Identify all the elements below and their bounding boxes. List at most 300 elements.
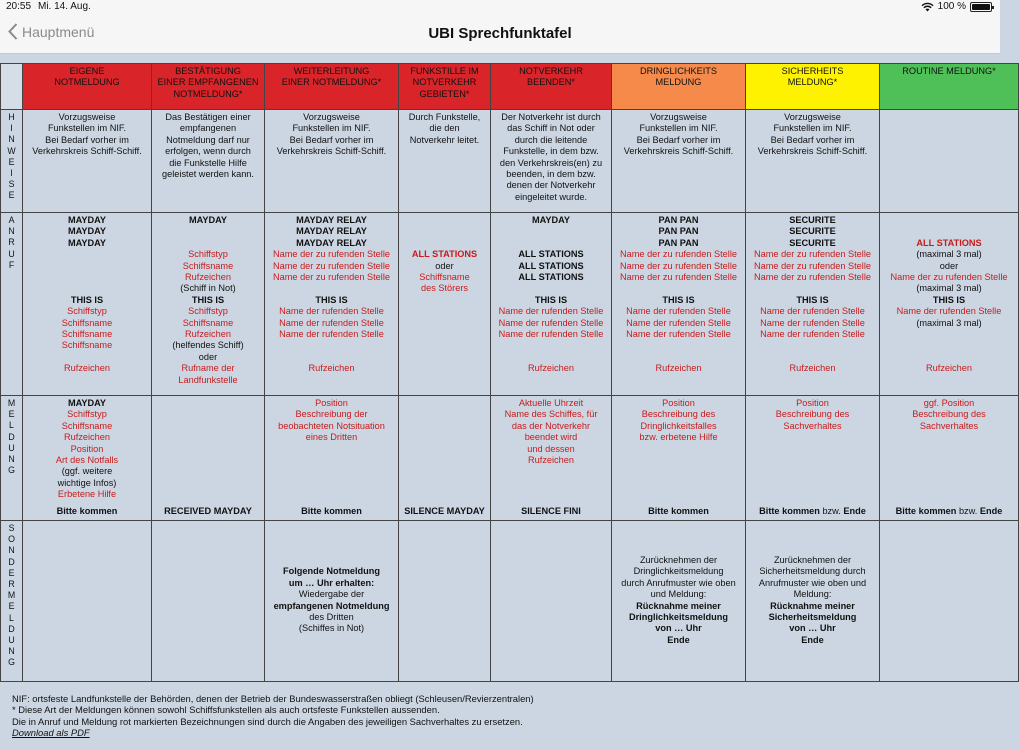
cell-line: (helfendes Schiff) — [172, 340, 244, 351]
cell-line: MAYDAY RELAY — [296, 226, 367, 237]
meldung-cell — [23, 396, 152, 521]
cell-line: Rufzeichen — [64, 363, 110, 374]
column-header-line: FUNKSTILLE IM — [410, 66, 479, 76]
cell-line: Verkehrskreis Schiff-Schiff. — [623, 146, 734, 157]
cell-line — [493, 238, 609, 249]
anruf-cell — [23, 213, 152, 396]
cell-line: Rücknahme meiner — [770, 600, 855, 611]
cell-line: THIS IS — [796, 294, 829, 305]
cell-line: THIS IS — [70, 294, 104, 305]
table-corner — [1, 64, 23, 110]
sondermeldung-cell — [491, 521, 612, 682]
cell-line: Name der zu rufenden Stelle — [754, 249, 871, 260]
cell-line: SECURITE — [789, 237, 836, 248]
row-label-letter: L — [9, 420, 14, 431]
hinweise-cell — [265, 110, 399, 213]
cell-line: Position — [315, 398, 348, 408]
cell-line: Notverkehr leitet. — [409, 134, 480, 145]
meldung-cell — [491, 396, 612, 521]
cell-line — [401, 215, 488, 226]
cell-line — [493, 226, 609, 237]
meldung-closing: bzw. — [956, 505, 980, 516]
meldung-closing: SILENCE MAYDAY — [404, 505, 485, 516]
cell-line: Funkstellen im NIF. — [292, 123, 371, 134]
cell-line: Name des Schiffes, für — [504, 409, 598, 420]
status-date: Mi. 14. Aug. — [38, 1, 91, 12]
cell-line: Funkstelle, in dem bzw. — [503, 146, 599, 157]
cell-line: Name der rufenden Stelle — [626, 317, 731, 328]
cell-line: Funkstellen im NIF. — [773, 123, 852, 134]
cell-line: Schiffsname — [182, 317, 234, 328]
column-header-line: DRINGLICHKEITS — [639, 66, 718, 76]
cell-line: empfangenen — [179, 123, 237, 134]
cell-line: die Funkstelle Hilfe — [169, 157, 247, 168]
cell-line: Name der zu rufenden Stelle — [890, 272, 1008, 282]
row-label-letter: E — [8, 567, 15, 578]
battery-icon — [970, 2, 992, 12]
cell-line — [154, 238, 262, 249]
cell-line: Zurücknehmen der — [773, 554, 852, 565]
cell-line: ALL STATIONS — [411, 249, 478, 260]
row-label-letter: E — [8, 156, 15, 167]
cell-line: das Schiff in Not oder — [507, 123, 595, 134]
column-header-line: WEITERLEITUNG — [293, 66, 370, 76]
radio-procedure-table[interactable] — [0, 63, 1008, 683]
column-header — [491, 64, 612, 110]
cell-line: Aktuelle Uhrzeit — [518, 398, 584, 408]
cell-line: Dringlichkeitsmeldung — [633, 566, 724, 577]
cell-line — [493, 352, 609, 363]
row-label-letter: N — [8, 545, 15, 556]
cell-line: Rufzeichen — [655, 363, 702, 374]
cell-line: THIS IS — [191, 294, 225, 305]
sondermeldung-cell — [152, 521, 265, 682]
row-label-letter: R — [8, 579, 15, 590]
cell-line: Name der rufenden Stelle — [279, 317, 384, 328]
cell-line — [401, 226, 488, 237]
cell-line — [614, 352, 743, 363]
cell-line: Name der rufenden Stelle — [498, 317, 604, 328]
page-title: UBI Sprechfunktafel — [428, 25, 572, 42]
column-header — [152, 64, 265, 110]
meldung-closing: Bitte kommen — [56, 505, 118, 516]
cell-line: ALL STATIONS — [518, 272, 584, 282]
cell-line: geleistet werden kann. — [162, 169, 254, 180]
cell-line: Schiffsname — [61, 420, 113, 431]
row-label-letter: D — [8, 623, 15, 634]
anruf-cell — [491, 213, 612, 396]
row-label-letter: E — [8, 190, 15, 201]
cell-line: Name der rufenden Stelle — [498, 329, 604, 340]
cell-line: Rücknahme meiner — [636, 600, 721, 611]
row-label-letter: S — [8, 179, 15, 190]
meldung-closing: RECEIVED MAYDAY — [164, 505, 252, 516]
cell-line — [882, 352, 1016, 363]
cell-line — [748, 340, 877, 351]
cell-line: Vorzugsweise — [650, 112, 707, 122]
cell-line: (Schiff in Not) — [180, 283, 236, 294]
anruf-cell — [265, 213, 399, 396]
cell-line: Name der zu rufenden Stelle — [273, 272, 390, 283]
sondermeldung-cell — [612, 521, 746, 682]
row-label-letter: U — [8, 442, 15, 453]
cell-line: Name der rufenden Stelle — [279, 306, 384, 317]
cell-line: MAYDAY — [531, 215, 571, 225]
cell-line: eingeleitet wurde. — [514, 191, 587, 202]
column-header-line: MELDUNG* — [787, 77, 838, 88]
cell-line: PAN PAN — [658, 215, 699, 225]
cell-line: PAN PAN — [658, 226, 699, 237]
hinweise-cell — [491, 110, 612, 213]
column-header-line: EINER NOTMELDUNG* — [281, 77, 382, 88]
cell-line: Schiffstyp — [188, 306, 228, 317]
cell-line: Name der rufenden Stelle — [760, 329, 865, 340]
cell-line: Meldung: — [793, 589, 832, 600]
cell-line: Sachverhaltes — [919, 420, 979, 431]
cell-line: ALL STATIONS — [518, 260, 584, 271]
cell-line: Sicherheitsmeldung durch — [759, 566, 866, 577]
meldung-closing: Bitte kommen — [895, 505, 957, 516]
anruf-cell — [152, 213, 265, 396]
cell-line: und Meldung: — [650, 589, 707, 600]
row-label-letter: L — [9, 612, 14, 623]
cell-line: Name der zu rufenden Stelle — [754, 272, 871, 283]
cell-line: Schiffstyp — [67, 306, 107, 317]
row-label-letter: E — [8, 601, 15, 612]
cell-line: das der Notverkehr — [511, 420, 591, 431]
cell-line: SECURITE — [789, 226, 836, 237]
cell-line: oder — [198, 351, 218, 362]
meldung-closing: bzw. — [819, 505, 844, 516]
row-label-letter: W — [7, 145, 16, 156]
cell-line: MAYDAY — [188, 215, 228, 225]
cell-line: Rufname der — [181, 363, 235, 374]
back-button-label: Hauptmenü — [22, 23, 95, 40]
column-header-line: NOTVERKEHR — [519, 66, 583, 76]
navigation-bar — [0, 14, 1000, 54]
sondermeldung-cell — [23, 521, 152, 682]
download-pdf-link[interactable]: Download als PDF — [12, 726, 90, 738]
meldung-closing: Ende — [979, 505, 1003, 516]
column-header — [265, 64, 399, 110]
row-label-letter: D — [8, 556, 15, 567]
cell-line: Das Bestätigen einer — [165, 112, 251, 122]
cell-line: Art des Notfalls — [55, 455, 119, 466]
row-label-letter: G — [8, 465, 15, 476]
cell-line: Vorzugsweise — [784, 112, 841, 122]
cell-line: Name der rufenden Stelle — [626, 306, 731, 317]
cell-line: von … Uhr — [655, 623, 702, 634]
cell-line: THIS IS — [932, 294, 966, 305]
cell-line: Name der zu rufenden Stelle — [273, 249, 390, 260]
hinweise-cell — [399, 110, 491, 213]
hinweise-cell — [612, 110, 746, 213]
status-time: 20:55 — [6, 1, 32, 12]
anruf-cell — [399, 213, 491, 396]
cell-line: wichtige Infos) — [57, 477, 117, 488]
cell-line: ggf. Position — [923, 398, 975, 408]
cell-line: Bei Bedarf vorher im — [45, 134, 129, 145]
cell-line: um … Uhr erhalten: — [288, 577, 375, 588]
row-label-letter: I — [10, 123, 13, 134]
cell-line — [882, 226, 1016, 237]
cell-line: des Störers — [421, 283, 468, 294]
cell-line: Bei Bedarf vorher im — [636, 134, 721, 145]
anruf-cell — [746, 213, 880, 396]
cell-line: Name der rufenden Stelle — [896, 306, 1002, 317]
cell-line: (Schiffes in Not) — [298, 623, 365, 634]
cell-line: durch Anrufmuster wie oben — [621, 577, 736, 588]
cell-line: Position — [796, 398, 829, 408]
meldung-cell — [265, 396, 399, 521]
cell-line: Schiffsname — [182, 260, 234, 271]
cell-line: Dringlichkeitsfalles — [640, 420, 717, 431]
cell-line — [614, 340, 743, 351]
cell-line — [25, 272, 149, 283]
footer-notes — [12, 693, 534, 738]
column-header-line: EIGENE — [69, 66, 105, 76]
cell-line: und dessen — [527, 443, 575, 454]
cell-line: Rufzeichen — [528, 363, 574, 374]
cell-line — [882, 340, 1016, 351]
battery-percent: 100 % — [937, 1, 966, 12]
column-header-line: GEBIETEN* — [419, 88, 470, 99]
column-header-line: BEENDEN* — [527, 77, 575, 88]
row-label-letter: M — [7, 398, 16, 408]
row-label-letter: N — [8, 646, 15, 657]
cell-line: oder — [939, 260, 959, 271]
cell-line — [614, 283, 743, 294]
cell-line: Beschreibung des — [912, 409, 986, 420]
cell-line — [748, 352, 877, 363]
row-label-letter: A — [8, 215, 15, 225]
column-header-line: SICHERHEITS — [781, 66, 844, 76]
cell-line: von … Uhr — [789, 623, 836, 634]
cell-line: Notmeldung darf nur — [166, 134, 250, 145]
cell-line: Rufzeichen — [185, 329, 231, 340]
cell-line: (maximal 3 mal) — [916, 283, 982, 294]
cell-line: den Verkehrskreis(en) zu — [499, 157, 603, 168]
row-label-letter: I — [10, 168, 13, 179]
column-header — [23, 64, 152, 110]
meldung-cell — [399, 396, 491, 521]
hinweise-cell — [746, 110, 880, 213]
cell-line: eines Dritten — [305, 432, 358, 443]
row-label-letter: U — [8, 248, 15, 259]
cell-line: beobachteten Notsituation — [278, 420, 385, 431]
cell-line: (maximal 3 mal) — [916, 317, 982, 328]
cell-line — [401, 238, 488, 249]
column-header-line: EINER EMPFANGENEN — [157, 77, 259, 88]
cell-line — [25, 283, 149, 294]
row-label-letter: H — [8, 112, 15, 122]
row-label-letter: S — [8, 523, 15, 533]
cell-line: Position — [662, 398, 695, 408]
footer-note-red: Die in Anruf und Meldung rot markierten Bezeichnungen sind durch die Angaben des jeweiligen Sachverhaltes zu ersetzen. — [12, 715, 523, 727]
cell-line: Rufzeichen — [926, 363, 972, 374]
cell-line: Sachverhaltes — [783, 420, 842, 431]
column-header-line: ROUTINE MELDUNG* — [902, 66, 996, 76]
cell-line: MAYDAY — [67, 226, 107, 237]
meldung-closing: Bitte kommen — [759, 505, 820, 516]
cell-line: Bei Bedarf vorher im — [770, 134, 855, 145]
cell-line: Ende — [667, 634, 690, 645]
cell-line: Beschreibung der — [295, 409, 368, 420]
row-label-letter: O — [8, 534, 15, 545]
cell-line — [267, 352, 396, 363]
cell-line: Folgende Notmeldung — [283, 566, 380, 577]
cell-line: PAN PAN — [658, 237, 699, 248]
cell-line: Erbetene Hilfe — [57, 489, 117, 500]
cell-line — [267, 340, 396, 351]
cell-line: Rufzeichen — [64, 432, 110, 443]
meldung-cell — [152, 396, 265, 521]
cell-line — [25, 261, 149, 272]
sondermeldung-cell — [265, 521, 399, 682]
cell-line — [882, 329, 1016, 340]
cell-line: Name der rufenden Stelle — [279, 329, 384, 340]
anruf-cell — [880, 213, 1019, 396]
cell-line: ALL STATIONS — [916, 237, 982, 248]
row-label-hinweise — [1, 110, 23, 213]
column-header — [399, 64, 491, 110]
meldung-closing: Ende — [843, 505, 866, 516]
cell-line: Rufzeichen — [528, 455, 574, 466]
sondermeldung-cell — [399, 521, 491, 682]
cell-line: Verkehrskreis Schiff-Schiff. — [32, 146, 142, 157]
cell-line: Vorzugsweise — [303, 112, 360, 122]
cell-line: MAYDAY — [67, 398, 107, 408]
meldung-cell — [612, 396, 746, 521]
cell-line: Name der rufenden Stelle — [760, 306, 865, 317]
anruf-cell — [612, 213, 746, 396]
wifi-icon — [921, 2, 934, 12]
footer-note-nif: NIF: ortsfeste Landfunkstelle der Behörden, denen der Betrieb der Bundeswasserstraßen obliegt (Schleusen/Revierzentralen) — [12, 693, 534, 704]
sondermeldung-cell — [880, 521, 1019, 682]
cell-line: Sicherheitsmeldung — [768, 611, 857, 622]
cell-line: THIS IS — [534, 294, 568, 305]
cell-line — [154, 226, 262, 237]
cell-line: Schiffsname — [419, 271, 470, 282]
cell-line: des Dritten — [309, 611, 354, 622]
row-label-letter: U — [8, 635, 15, 646]
cell-line — [267, 283, 396, 294]
procedure-grid — [0, 63, 1019, 682]
cell-line: Schiffsname — [61, 329, 113, 339]
cell-line: MAYDAY — [67, 237, 107, 248]
cell-line: Bei Bedarf vorher im — [289, 134, 374, 145]
cell-line: Zurücknehmen der — [639, 554, 718, 565]
column-header-line: NOTVERKEHR — [412, 77, 477, 88]
column-header-line: MELDUNG — [655, 77, 702, 88]
column-header — [880, 64, 1019, 110]
meldung-cell — [746, 396, 880, 521]
cell-line: Name der zu rufenden Stelle — [754, 260, 871, 271]
cell-line — [493, 340, 609, 351]
row-label-meldung — [1, 396, 23, 521]
cell-line: Name der zu rufenden Stelle — [620, 249, 737, 260]
cell-line: THIS IS — [662, 294, 695, 305]
cell-line: Landfunkstelle — [178, 374, 238, 385]
meldung-closing: Bitte kommen — [648, 505, 709, 516]
footer-note-asterisk: * Diese Art der Meldungen können sowohl Schiffsfunkstellen als auch ortsfeste Funkstellen aussenden. — [12, 704, 440, 716]
status-bar — [0, 0, 1000, 14]
cell-line: ALL STATIONS — [518, 249, 584, 260]
row-label-letter: E — [8, 409, 15, 420]
row-label-sondermeldung — [1, 521, 23, 682]
cell-line: durch die leitende — [514, 134, 588, 145]
cell-line: Vorzugsweise — [58, 112, 116, 122]
cell-line — [882, 215, 1016, 226]
cell-line: Funkstellen im NIF. — [47, 123, 127, 134]
cell-line: Rufzeichen — [185, 272, 231, 282]
row-label-letter: N — [8, 454, 15, 465]
column-header-line: BESTÄTIGUNG — [175, 66, 241, 76]
row-label-letter: G — [8, 657, 15, 668]
cell-line: Name der zu rufenden Stelle — [620, 260, 737, 271]
cell-line: Schiffstyp — [67, 409, 107, 420]
cell-line: Funkstellen im NIF. — [639, 123, 718, 134]
cell-line — [493, 283, 609, 294]
sondermeldung-cell — [746, 521, 880, 682]
column-header — [746, 64, 880, 110]
hinweise-cell — [880, 110, 1019, 213]
cell-line: (maximal 3 mal) — [916, 249, 982, 260]
cell-line: Verkehrskreis Schiff-Schiff. — [276, 146, 387, 157]
cell-line: bzw. erbetene Hilfe — [639, 432, 718, 443]
cell-line: MAYDAY RELAY — [296, 237, 367, 248]
row-label-letter: M — [7, 590, 16, 601]
cell-line: Anrufmuster wie oben und — [758, 577, 867, 588]
cell-line — [748, 283, 877, 294]
cell-line: Position — [70, 443, 104, 454]
cell-line: oder — [435, 260, 454, 271]
cell-line: Rufzeichen — [308, 363, 355, 374]
row-label-letter: N — [8, 134, 15, 145]
cell-line — [25, 352, 149, 363]
cell-line: erfolgen, wenn durch — [165, 146, 251, 157]
cell-line: (ggf. weitere — [61, 466, 113, 477]
cell-line: Wiedergabe der — [298, 589, 365, 600]
cell-line: THIS IS — [315, 294, 348, 305]
meldung-closing: SILENCE FINI — [521, 505, 581, 516]
cell-line: MAYDAY RELAY — [296, 215, 367, 225]
cell-line: Ende — [801, 634, 824, 645]
cell-line: SECURITE — [789, 215, 836, 225]
cell-line — [25, 249, 149, 260]
row-label-letter: F — [8, 259, 15, 270]
cell-line: Rufzeichen — [789, 363, 836, 374]
cell-line: empfangenen Notmeldung — [273, 600, 390, 611]
cell-line: Schiffstyp — [188, 249, 228, 260]
hinweise-cell — [23, 110, 152, 213]
cell-line: Beschreibung des — [641, 409, 716, 420]
cell-line: Name der zu rufenden Stelle — [273, 260, 390, 271]
cell-line: Beschreibung des — [775, 409, 850, 420]
status-right — [921, 1, 992, 12]
cell-line: Name der rufenden Stelle — [498, 306, 604, 317]
cell-line: denen der Notverkehr — [506, 180, 596, 191]
row-label-letter: R — [8, 237, 15, 248]
cell-line: die den — [429, 123, 460, 134]
cell-line: beenden, in dem bzw. — [506, 169, 596, 180]
column-header-line: NOTMELDUNG — [54, 77, 120, 88]
cell-line: Schiffsname — [61, 340, 113, 351]
row-label-anruf — [1, 213, 23, 396]
row-label-letter: D — [8, 431, 15, 442]
cell-line: Durch Funkstelle, — [408, 112, 481, 122]
cell-line: Name der rufenden Stelle — [626, 329, 731, 340]
